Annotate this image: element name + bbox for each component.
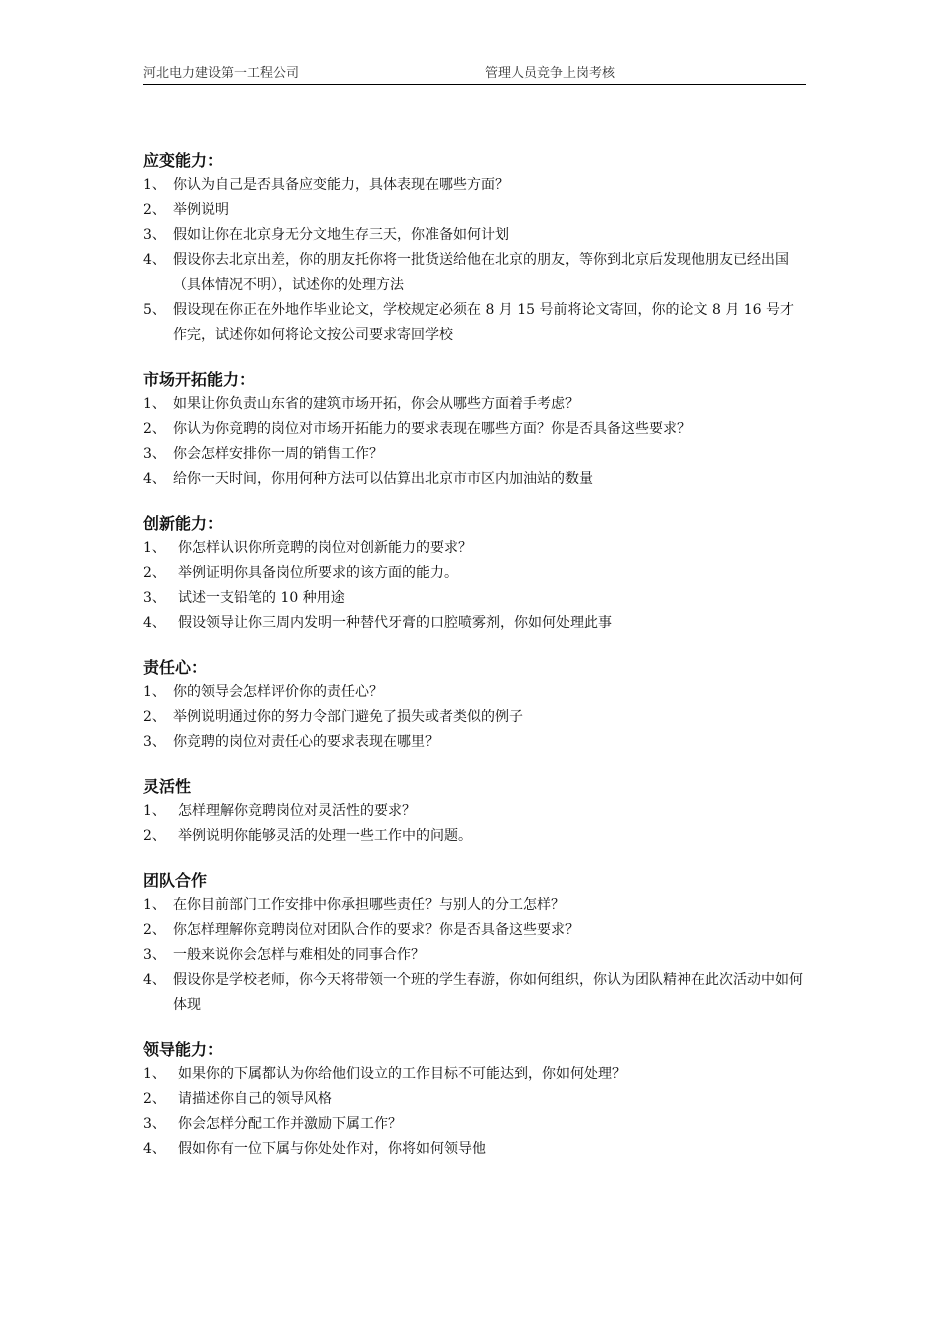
question-text: 假设你去北京出差，你的朋友托你将一批货送给他在北京的朋友，等你到北京后发现他朋友已经出国（具体情况不明），试述你的处理方法 <box>173 252 789 293</box>
question-number: 1、 <box>143 897 166 913</box>
section <box>143 369 808 492</box>
question-number: 2、 <box>143 1091 166 1107</box>
question-text: 你认为自己是否具备应变能力，具体表现在哪些方面？ <box>173 177 509 193</box>
section-title: 灵活性 <box>143 777 192 796</box>
section-title: 团队合作 <box>143 871 208 890</box>
question-text: 你竞聘的岗位对责任心的要求表现在哪里？ <box>173 734 439 750</box>
question-item <box>143 1112 808 1137</box>
question-item <box>143 392 808 417</box>
question-number: 5、 <box>143 302 166 318</box>
question-number: 2、 <box>143 565 166 581</box>
section <box>143 150 808 348</box>
question-item <box>143 198 808 223</box>
document-title: 管理人员竞争上岗考核 <box>485 66 616 81</box>
section-title: 应变能力： <box>143 151 224 170</box>
question-number: 3、 <box>143 734 166 750</box>
question-list <box>143 392 808 492</box>
question-item <box>143 611 808 636</box>
question-text: 怎样理解你竞聘岗位对灵活性的要求？ <box>178 803 416 819</box>
question-item <box>143 561 808 586</box>
question-number: 2、 <box>143 709 166 725</box>
question-text: 举例说明通过你的努力令部门避免了损失或者类似的例子 <box>173 709 523 725</box>
question-text: 你认为你竞聘的岗位对市场开拓能力的要求表现在哪些方面？你是否具备这些要求？ <box>173 421 691 437</box>
question-text: 你会怎样安排你一周的销售工作？ <box>173 446 383 462</box>
question-text: 在你目前部门工作安排中你承担哪些责任？与别人的分工怎样？ <box>173 897 565 913</box>
document-body <box>143 150 808 1183</box>
question-number: 4、 <box>143 972 166 988</box>
question-item <box>143 536 808 561</box>
question-item <box>143 943 808 968</box>
question-number: 4、 <box>143 1141 166 1157</box>
question-item <box>143 417 808 442</box>
section <box>143 870 808 1018</box>
question-number: 1、 <box>143 803 166 819</box>
question-list <box>143 536 808 636</box>
page-header <box>143 66 806 85</box>
question-number: 2、 <box>143 922 166 938</box>
question-item <box>143 705 808 730</box>
question-item <box>143 442 808 467</box>
section <box>143 776 808 849</box>
question-number: 4、 <box>143 252 166 268</box>
question-list <box>143 893 808 1018</box>
section <box>143 1039 808 1162</box>
question-number: 4、 <box>143 471 166 487</box>
question-number: 3、 <box>143 1116 166 1132</box>
question-text: 试述一支铅笔的 10 种用途 <box>178 590 345 606</box>
question-text: 给你一天时间，你用何种方法可以估算出北京市市区内加油站的数量 <box>173 471 593 487</box>
question-text: 如果让你负责山东省的建筑市场开拓，你会从哪些方面着手考虑？ <box>173 396 579 412</box>
question-item <box>143 799 808 824</box>
question-text: 举例证明你具备岗位所要求的该方面的能力。 <box>178 565 458 581</box>
question-text: 你怎样认识你所竞聘的岗位对创新能力的要求？ <box>178 540 472 556</box>
question-item <box>143 968 808 1018</box>
question-text: 你会怎样分配工作并激励下属工作？ <box>178 1116 402 1132</box>
question-number: 3、 <box>143 446 166 462</box>
question-item <box>143 223 808 248</box>
section-title: 领导能力： <box>143 1040 224 1059</box>
question-text: 举例说明你能够灵活的处理一些工作中的问题。 <box>178 828 472 844</box>
section-title: 市场开拓能力： <box>143 370 256 389</box>
question-number: 3、 <box>143 947 166 963</box>
question-list <box>143 173 808 348</box>
question-item <box>143 1062 808 1087</box>
question-number: 1、 <box>143 540 166 556</box>
question-number: 1、 <box>143 396 166 412</box>
section <box>143 657 808 755</box>
question-text: 假设现在你正在外地作毕业论文，学校规定必须在 8 月 15 号前将论文寄回，你的论文 8 月 16 号才作完，试述你如何将论文按公司要求寄回学校 <box>173 302 795 343</box>
question-item <box>143 298 808 348</box>
question-item <box>143 1087 808 1112</box>
question-text: 你怎样理解你竞聘岗位对团队合作的要求？你是否具备这些要求？ <box>173 922 579 938</box>
question-item <box>143 730 808 755</box>
question-text: 一般来说你会怎样与难相处的同事合作？ <box>173 947 425 963</box>
question-text: 如果你的下属都认为你给他们设立的工作目标不可能达到，你如何处理？ <box>178 1066 626 1082</box>
question-item <box>143 248 808 298</box>
company-name: 河北电力建设第一工程公司 <box>143 66 300 81</box>
question-number: 4、 <box>143 615 166 631</box>
question-list <box>143 799 808 849</box>
section <box>143 513 808 636</box>
section-title: 责任心： <box>143 658 208 677</box>
question-item <box>143 173 808 198</box>
question-number: 1、 <box>143 177 166 193</box>
question-text: 请描述你自己的领导风格 <box>178 1091 332 1107</box>
question-item <box>143 918 808 943</box>
question-number: 1、 <box>143 684 166 700</box>
question-item <box>143 893 808 918</box>
question-item <box>143 680 808 705</box>
question-text: 举例说明 <box>173 202 229 218</box>
question-number: 2、 <box>143 421 166 437</box>
section-title: 创新能力： <box>143 514 224 533</box>
question-number: 1、 <box>143 1066 166 1082</box>
question-text: 假设你是学校老师，你今天将带领一个班的学生春游，你如何组织，你认为团队精神在此次活动中如何体现 <box>173 972 803 1013</box>
question-item <box>143 586 808 611</box>
question-number: 2、 <box>143 202 166 218</box>
question-text: 假如你有一位下属与你处处作对，你将如何领导他 <box>178 1141 486 1157</box>
question-text: 假设领导让你三周内发明一种替代牙膏的口腔喷雾剂，你如何处理此事 <box>178 615 612 631</box>
question-text: 假如让你在北京身无分文地生存三天，你准备如何计划 <box>173 227 509 243</box>
question-list <box>143 680 808 755</box>
question-number: 3、 <box>143 590 166 606</box>
question-item <box>143 467 808 492</box>
question-number: 3、 <box>143 227 166 243</box>
question-item <box>143 1137 808 1162</box>
question-list <box>143 1062 808 1162</box>
question-number: 2、 <box>143 828 166 844</box>
question-text: 你的领导会怎样评价你的责任心？ <box>173 684 383 700</box>
question-item <box>143 824 808 849</box>
